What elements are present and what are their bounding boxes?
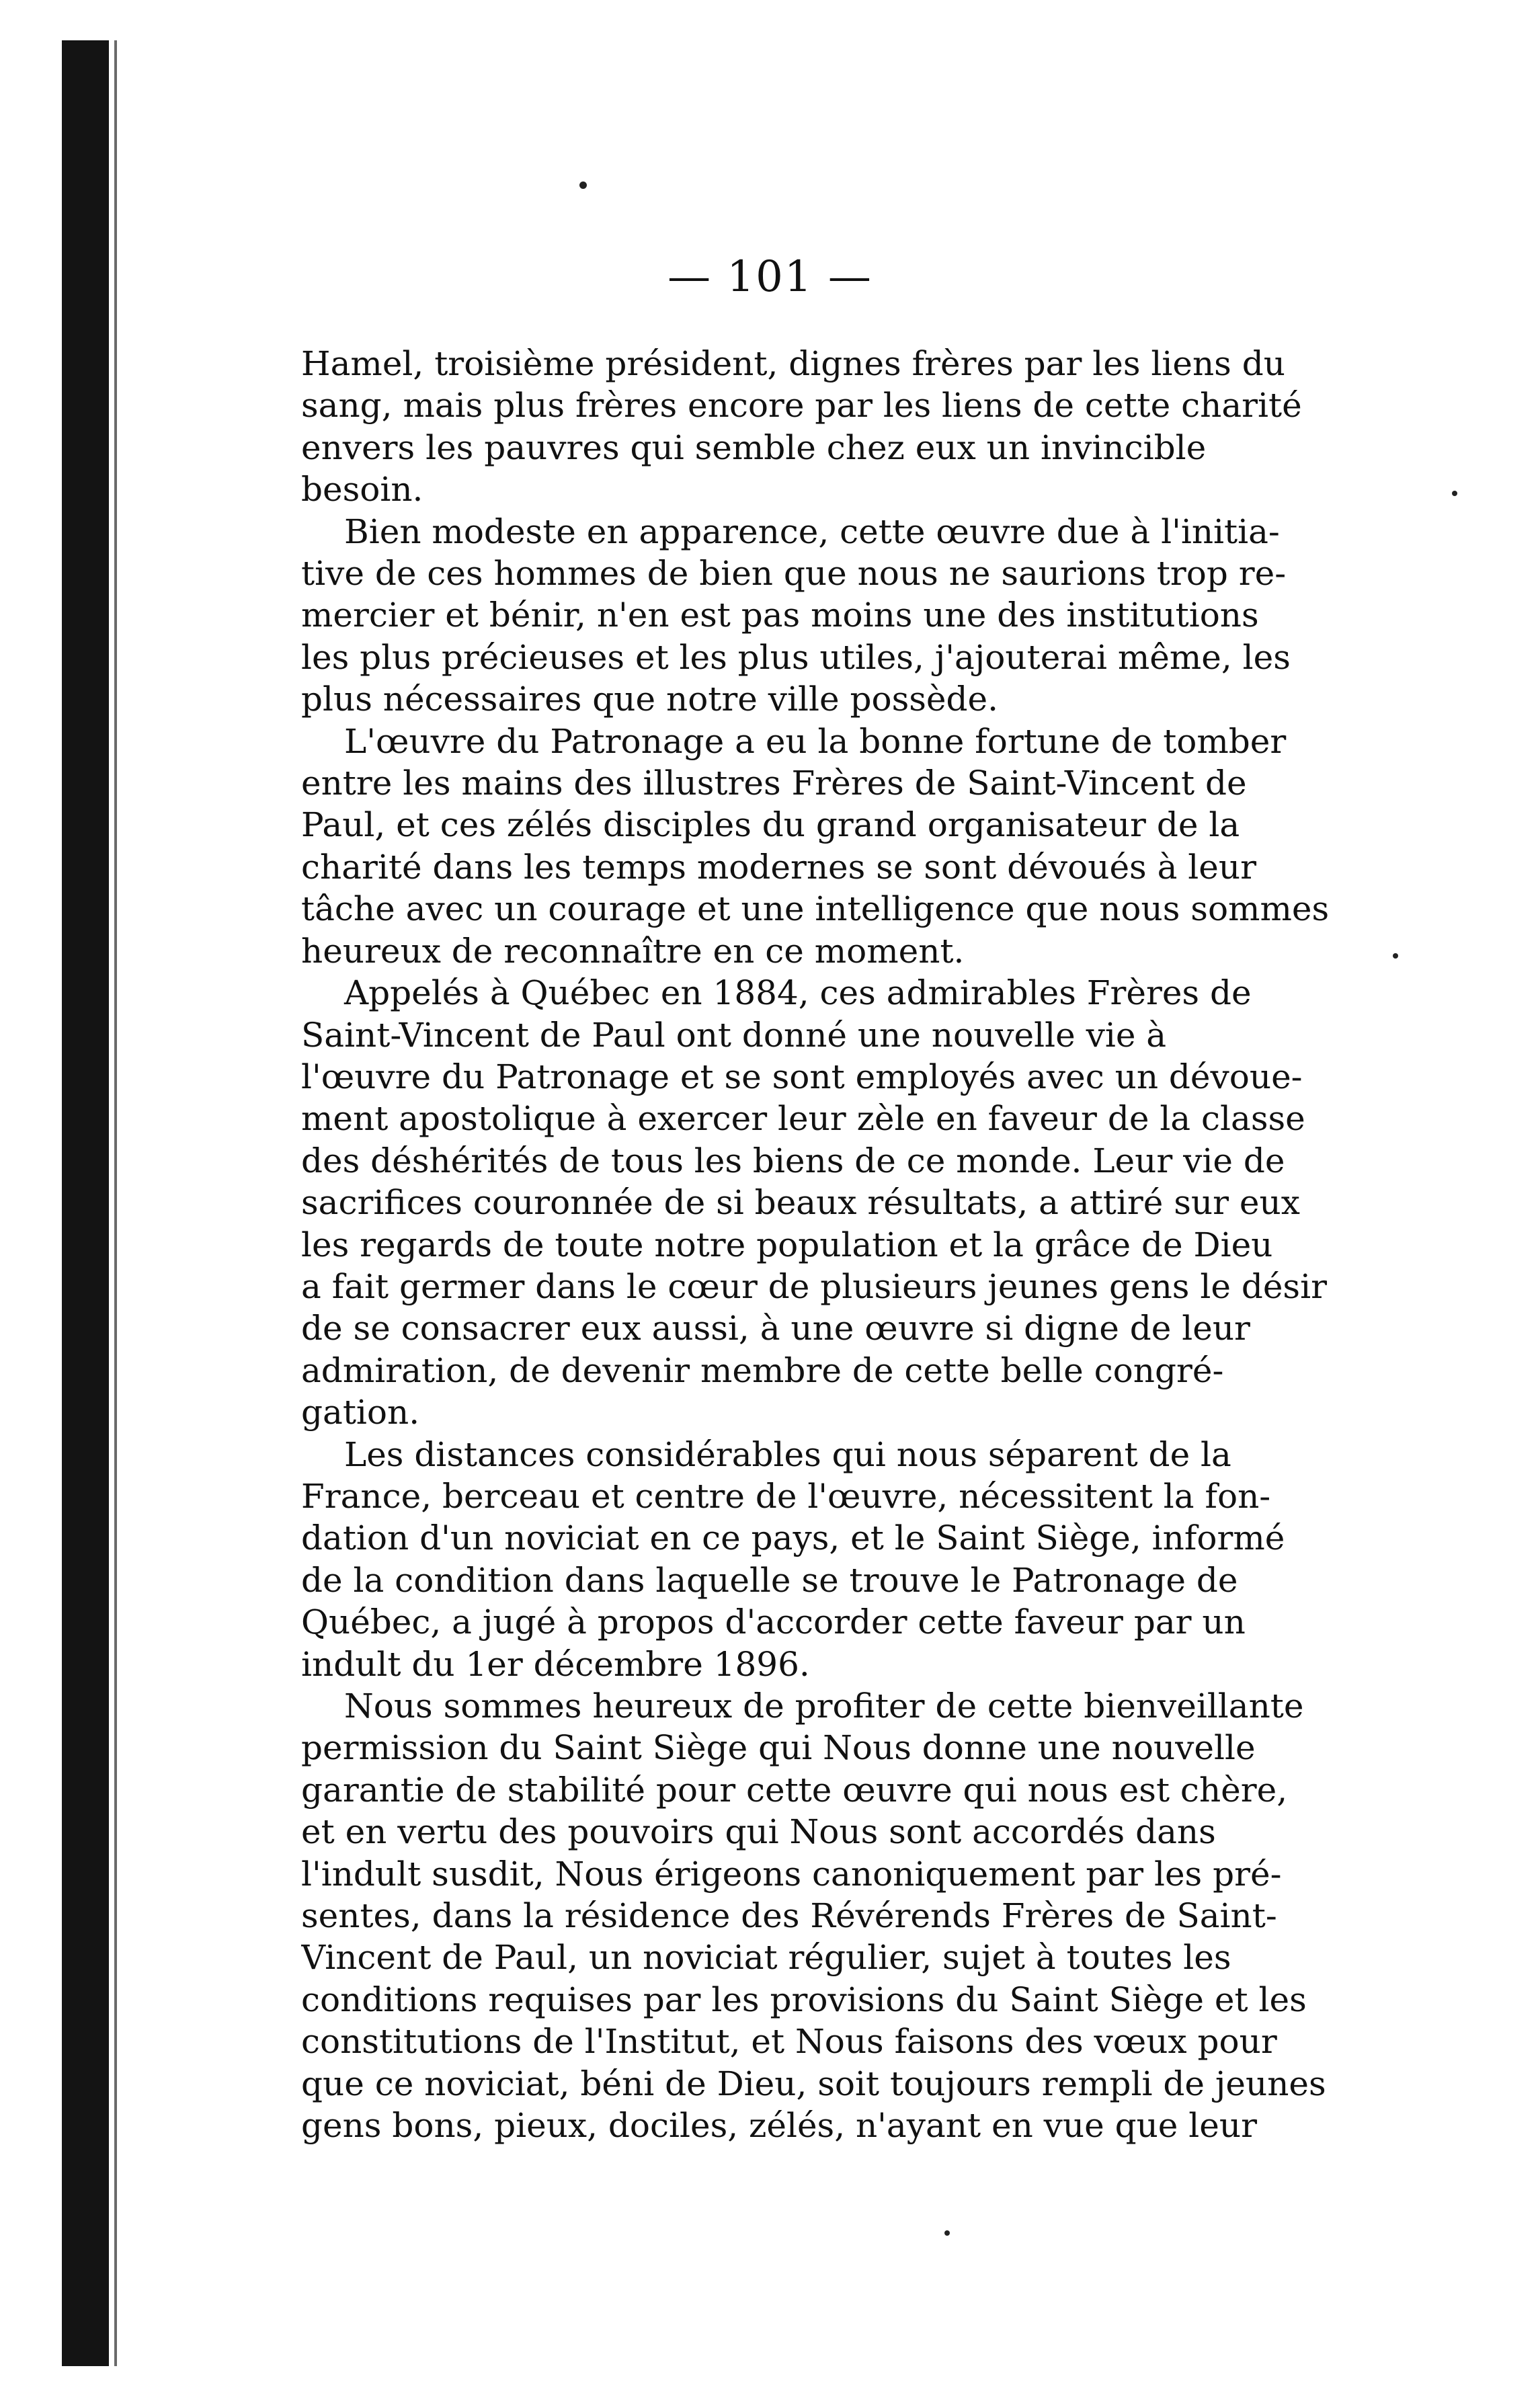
page-speck <box>579 181 587 189</box>
text-line: que ce noviciat, béni de Dieu, soit toujours rempli de jeunes <box>301 2064 1326 2103</box>
text-line: envers les pauvres qui semble chez eux un invincible <box>301 428 1207 467</box>
text-line: tive de ces hommes de bien que nous ne saurions trop re- <box>301 554 1287 594</box>
text-line: constitutions de l'Institut, et Nous faisons des vœux pour <box>301 2022 1277 2062</box>
text-line: besoin. <box>301 470 423 510</box>
text-line: mercier et bénir, n'en est pas moins une des institutions <box>301 596 1259 635</box>
binding-edge-shadow <box>114 40 117 2366</box>
text-line: permission du Saint Siège qui Nous donne une nouvelle <box>301 1728 1256 1768</box>
text-line: indult du 1er décembre 1896. <box>301 1644 810 1684</box>
text-line: L'œuvre du Patronage a eu la bonne fortune de tomber <box>344 721 1287 761</box>
text-line: Appelés à Québec en 1884, ces admirables Frères de <box>344 973 1252 1013</box>
text-line: Bien modeste en apparence, cette œuvre due à l'initia- <box>344 512 1280 551</box>
text-line: Québec, a jugé à propos d'accorder cette faveur par un <box>301 1603 1246 1642</box>
page-number: — 101 — <box>667 252 873 302</box>
text-line: Nous sommes heureux de profiter de cette bienveillante <box>344 1687 1304 1726</box>
text-line: sang, mais plus frères encore par les liens de cette charité <box>301 386 1302 425</box>
text-line: admiration, de devenir membre de cette belle congré- <box>301 1350 1224 1390</box>
text-line: Les distances considérables qui nous séparent de la <box>344 1434 1231 1474</box>
text-line: France, berceau et centre de l'œuvre, nécessitent la fon- <box>301 1476 1271 1516</box>
text-line: et en vertu des pouvoirs qui Nous sont accordés dans <box>301 1812 1216 1852</box>
text-line: les plus précieuses et les plus utiles, j'ajouterai même, les <box>301 637 1291 677</box>
paragraph <box>301 972 1389 1433</box>
text-line: ment apostolique à exercer leur zèle en faveur de la classe <box>301 1099 1305 1139</box>
paragraph <box>301 343 1389 511</box>
text-line: sacrifices couronnée de si beaux résultats, a attiré sur eux <box>301 1183 1300 1223</box>
text-line: Vincent de Paul, un noviciat régulier, sujet à toutes les <box>301 1938 1231 1978</box>
page-speck <box>1393 953 1398 959</box>
text-line: Hamel, troisième président, dignes frères par les liens du <box>301 344 1285 383</box>
text-line: heureux de reconnaître en ce moment. <box>301 931 965 971</box>
paragraph <box>301 511 1389 721</box>
text-line: conditions requises par les provisions du Saint Siège et les <box>301 1980 1307 2019</box>
text-line: entre les mains des illustres Frères de Saint-Vincent de <box>301 764 1247 803</box>
text-line: l'indult susdit, Nous érigeons canoniquement par les pré- <box>301 1854 1282 1894</box>
body-text <box>301 343 1389 2146</box>
text-line: plus nécessaires que notre ville possède. <box>301 680 998 719</box>
text-line: sentes, dans la résidence des Révérends Frères de Saint- <box>301 1896 1277 1936</box>
paragraph <box>301 1685 1389 2146</box>
text-line: gens bons, pieux, dociles, zélés, n'ayant en vue que leur <box>301 2106 1257 2146</box>
paragraph <box>301 721 1389 972</box>
text-line: garantie de stabilité pour cette œuvre qui nous est chère, <box>301 1770 1288 1810</box>
text-line: gation. <box>301 1393 420 1432</box>
text-line: charité dans les temps modernes se sont dévoués à leur <box>301 847 1256 887</box>
binding-edge <box>62 40 109 2366</box>
text-line: dation d'un noviciat en ce pays, et le Saint Siège, informé <box>301 1518 1285 1558</box>
text-line: les regards de toute notre population et la grâce de Dieu <box>301 1225 1273 1264</box>
text-line: tâche avec un courage et une intelligence que nous sommes <box>301 889 1330 929</box>
text-line: Saint-Vincent de Paul ont donné une nouvelle vie à <box>301 1015 1167 1055</box>
paragraph <box>301 1434 1389 1685</box>
page-speck <box>1452 491 1457 496</box>
text-line: de se consacrer eux aussi, à une œuvre si digne de leur <box>301 1309 1250 1348</box>
text-line: de la condition dans laquelle se trouve le Patronage de <box>301 1560 1238 1600</box>
text-line: a fait germer dans le cœur de plusieurs jeunes gens le désir <box>301 1266 1327 1306</box>
page-speck <box>944 2230 950 2236</box>
text-line: Paul, et ces zélés disciples du grand organisateur de la <box>301 805 1240 845</box>
text-line: l'œuvre du Patronage et se sont employés avec un dévoue- <box>301 1057 1303 1096</box>
text-line: des déshérités de tous les biens de ce monde. Leur vie de <box>301 1141 1285 1180</box>
